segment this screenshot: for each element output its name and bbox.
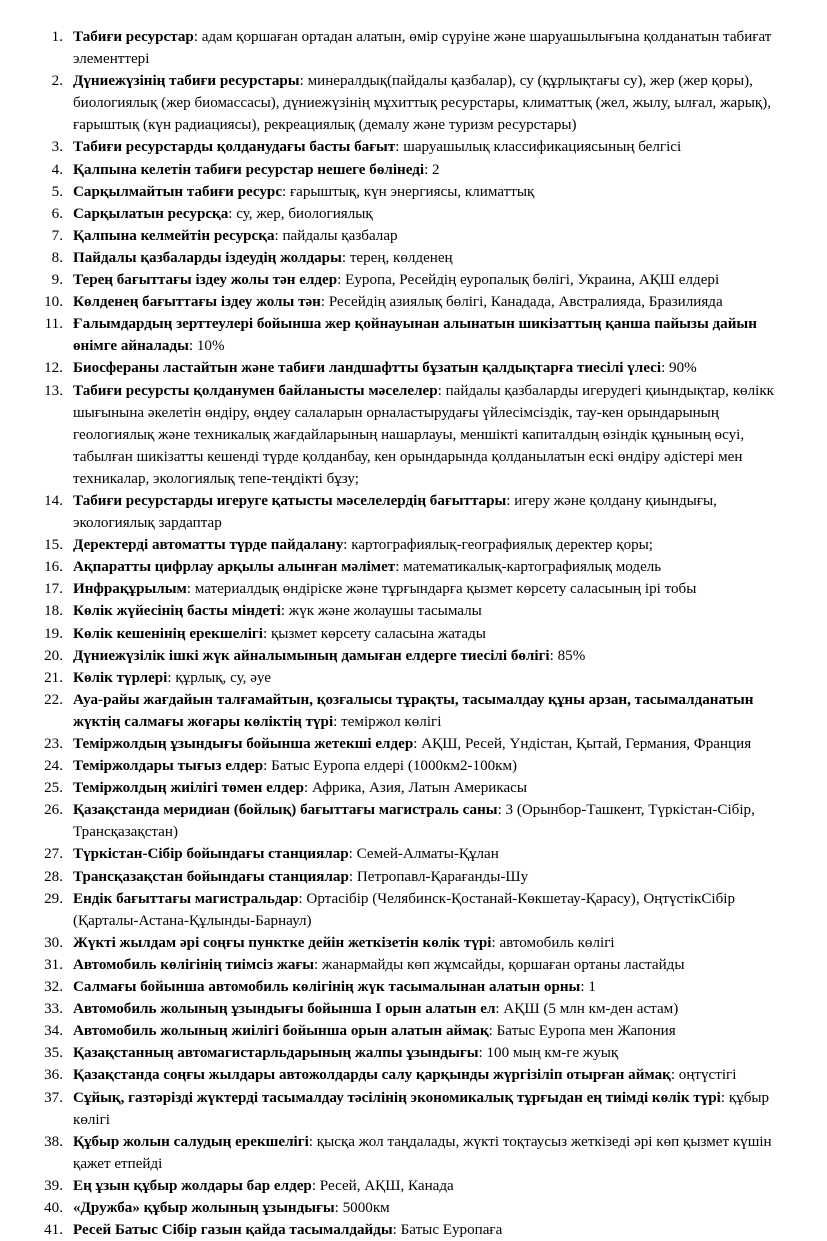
item-question: Пайдалы қазбаларды іздеудің жолдары xyxy=(73,249,342,266)
list-item xyxy=(37,1020,790,1042)
list-item xyxy=(37,799,790,843)
item-answer: материалдық өндіріске және тұрғындарға қызмет көрсету саласының ірі тобы xyxy=(194,581,697,598)
item-answer: ғарыштық, күн энергиясы, климаттық xyxy=(289,183,535,200)
item-question: Ауа-райы жағдайын талғамайтын, қозғалысы тұрақты, тасымалдау құны арзан, тасымалданатын жүктің салмағы жоғары көліктің түрі xyxy=(73,691,754,730)
item-answer: су, жер, биологиялық xyxy=(236,205,373,222)
item-separator: : xyxy=(348,846,357,863)
list-item xyxy=(37,556,790,578)
item-question: Ендік бағыттағы магистральдар xyxy=(73,890,299,907)
list-item xyxy=(37,159,790,181)
list-item xyxy=(37,954,790,976)
item-answer: пайдалы қазбалар xyxy=(282,227,398,244)
item-separator: : xyxy=(282,183,290,200)
item-separator: : xyxy=(580,979,589,996)
item-question: Табиғи ресурстарды игеруге қатысты мәселелердің бағыттары xyxy=(73,492,507,509)
item-separator: : xyxy=(228,205,237,222)
list-item xyxy=(37,1042,790,1064)
item-question: Деректерді автоматты түрде пайдалану xyxy=(73,537,344,554)
item-question: Ең ұзын құбыр жолдары бар елдер xyxy=(73,1177,312,1194)
list-item xyxy=(37,1219,790,1241)
item-separator: : xyxy=(488,1023,497,1040)
item-question: Қалпына келетін табиғи ресурстар нешеге бөлінеді xyxy=(73,161,425,178)
list-item xyxy=(37,534,790,556)
question-answer-list xyxy=(37,26,790,1241)
item-question: Дүниежүзінің табиғи ресурстары xyxy=(73,73,300,90)
item-answer: Семей-Алматы-Құлан xyxy=(356,846,499,863)
item-question: Құбыр жолын салудың ерекшелігі xyxy=(73,1133,309,1150)
item-separator: : xyxy=(186,581,195,598)
item-question: Теміржолдары тығыз елдер xyxy=(73,758,264,775)
item-answer: Еуропа, Ресейдің еуропалық бөлігі, Украина, АҚШ елдері xyxy=(345,272,720,289)
list-item xyxy=(37,70,790,136)
item-question: Теміржолдың жиілігі төмен елдер xyxy=(73,780,304,797)
item-separator: : xyxy=(495,1001,504,1018)
item-separator: : xyxy=(392,1222,401,1239)
item-answer: 10% xyxy=(196,338,225,355)
list-item xyxy=(37,313,790,357)
list-item xyxy=(37,181,790,203)
list-item xyxy=(37,866,790,888)
item-separator: : xyxy=(337,272,346,289)
list-item xyxy=(37,136,790,158)
list-item xyxy=(37,1175,790,1197)
item-separator: : xyxy=(193,29,202,45)
item-separator: : xyxy=(280,603,289,620)
list-item xyxy=(37,1064,790,1086)
item-separator: : xyxy=(314,956,322,973)
item-separator: : xyxy=(308,1133,317,1150)
item-question: Табиғи ресурсты қолданумен байланысты мәселелер xyxy=(73,382,438,399)
item-answer: 90% xyxy=(669,360,697,377)
item-answer: 85% xyxy=(557,647,586,664)
item-answer: картографиялық-географиялық деректер қоры; xyxy=(351,537,653,554)
item-separator: : xyxy=(437,382,446,399)
item-separator: : xyxy=(263,758,272,775)
list-item xyxy=(37,357,790,379)
item-answer: АҚШ (5 млн км-ден астам) xyxy=(503,1001,679,1018)
item-answer: 100 мың км-ге жуық xyxy=(486,1045,619,1062)
list-item xyxy=(37,1087,790,1131)
list-item xyxy=(37,932,790,954)
item-separator: : xyxy=(395,139,404,156)
item-answer: қызмет көрсету саласына жатады xyxy=(270,625,486,642)
item-separator: : xyxy=(341,249,350,266)
item-question: Трансқазақстан бойындағы станциялар xyxy=(73,868,349,885)
item-question: Теміржолдың ұзындығы бойынша жетекші елдер xyxy=(73,736,414,752)
item-question: Қалпына келмейтін ресурсқа xyxy=(73,227,275,244)
item-question: Сұйық, газтәрізді жүктерді тасымалдау тәсілінің экономикалық тұрғыдан ең тиімді көлік түрі xyxy=(73,1089,721,1106)
item-separator: : xyxy=(491,934,500,951)
list-item xyxy=(37,26,790,70)
item-answer: игеру және қолдану қиындығы, экологиялық зардаптар xyxy=(73,492,717,532)
item-question: «Дружба» құбыр жолының ұзындығы xyxy=(73,1199,335,1216)
item-answer: 1 xyxy=(588,979,596,996)
list-item xyxy=(37,623,790,645)
item-answer: Ресей, АҚШ, Канада xyxy=(319,1177,454,1194)
item-question: Инфрақұрылым xyxy=(73,581,187,598)
item-separator: : xyxy=(188,338,197,355)
item-separator: : xyxy=(303,780,312,797)
item-separator: : xyxy=(549,647,558,664)
item-separator: : xyxy=(506,492,515,509)
item-separator: : xyxy=(424,161,433,178)
item-question: Автомобиль жолының ұзындығы бойынша I орын алатын ел xyxy=(73,1001,496,1018)
list-item xyxy=(37,667,790,689)
list-item xyxy=(37,733,790,755)
item-answer: Ресейдің азиялық бөлігі, Канадада, Австралияда, Бразилияда xyxy=(328,294,723,311)
item-answer: қысқа жол таңдалады, жүкті тоқтаусыз жеткізеді әрі көп қызмет күшін қажет етпейді xyxy=(73,1133,772,1172)
item-question: Автомобиль көлігінің тиімсіз жағы xyxy=(73,956,315,973)
item-answer: адам қоршаған ортадан алатын, өмір сүруіне және шаруашылығына қолданатын табиғат элементтері xyxy=(73,29,772,68)
item-separator: : xyxy=(262,625,271,642)
item-separator: : xyxy=(333,713,342,730)
list-item xyxy=(37,490,790,534)
item-question: Биосфераны ластайтын және табиғи ландшафтты бұзатын қалдықтарға тиесілі үлесі xyxy=(73,360,662,377)
item-separator: : xyxy=(497,802,506,819)
item-answer: Петропавл-Қарағанды-Шу xyxy=(356,868,529,885)
item-separator: : xyxy=(348,868,357,885)
item-question: Көлік жүйесінің басты міндеті xyxy=(73,603,281,620)
list-item xyxy=(37,689,790,733)
item-question: Қазақстанның автомагистарльдарының жалпы ұзындығы xyxy=(73,1045,479,1062)
item-separator: : xyxy=(661,360,670,377)
item-question: Табиғи ресурстарды қолданудағы басты бағыт xyxy=(73,139,396,156)
list-item xyxy=(37,269,790,291)
item-question: Сарқылатын ресурсқа xyxy=(73,205,229,222)
item-answer: Африка, Азия, Латын Америкасы xyxy=(311,780,528,797)
list-item xyxy=(37,777,790,799)
list-item xyxy=(37,578,790,600)
item-question: Ақпаратты цифрлау арқылы алынған мәлімет xyxy=(73,559,396,576)
item-separator: : xyxy=(274,227,283,244)
list-item xyxy=(37,247,790,269)
item-question: Түркістан-Сібір бойындағы станциялар xyxy=(73,846,349,863)
item-question: Көлік кешенінің ерекшелігі xyxy=(73,625,263,642)
item-answer: автомобиль көлігі xyxy=(499,934,615,951)
item-answer: Ортасібір (Челябинск-Қостанай-Көкшетау-Қарасу), ОңтүстікСібір (Қарталы-Астана-Құлынды-Барнаул) xyxy=(73,890,736,929)
item-answer: Батыс Еуропа мен Жапония xyxy=(496,1023,676,1040)
list-item xyxy=(37,203,790,225)
item-separator: : xyxy=(670,1067,679,1084)
item-answer: АҚШ, Ресей, Үндістан, Қытай, Германия, Франция xyxy=(421,736,752,752)
item-answer: пайдалы қазбаларды игерудегі қиындықтар, көлікк шығынына әкелетін өндіру, өңдеу салаларын орналастырудағы үйлесімсіздік, тау-кен орындарының геологиялық және техникалық жағдайларының нашарлауы, меншікті капиталдың өзіндік құнының өсуі, табылған шикізатты кешенді түрде қолданбау, кен орындарында қолданылатын ескі өндіру әдістері мен техникалар, экологиялық тепе-теңдікті бұзу; xyxy=(73,382,774,487)
item-question: Салмағы бойынша автомобиль көлігінің жүк тасымалынан алатын орны xyxy=(73,979,581,996)
item-separator: : xyxy=(167,669,176,686)
list-item xyxy=(37,600,790,622)
item-answer: теміржол көлігі xyxy=(341,713,442,730)
list-item xyxy=(37,225,790,247)
item-separator: : xyxy=(395,559,404,576)
list-item xyxy=(37,998,790,1020)
item-answer: жанармайды көп жұмсайды, қоршаған ортаны ластайды xyxy=(321,956,685,973)
item-separator: : xyxy=(320,294,329,311)
item-answer: Батыс Еуропа елдері (1000км2-100км) xyxy=(271,758,518,775)
item-answer: жүк және жолаушы тасымалы xyxy=(288,603,482,620)
item-answer: шаруашылық классификациясының белгісі xyxy=(403,139,682,156)
item-separator: : xyxy=(298,890,307,907)
item-separator: : xyxy=(343,537,352,554)
item-question: Ресей Батыс Сібір газын қайда тасымалдайды xyxy=(73,1222,393,1239)
item-answer: оңтүстігі xyxy=(678,1067,737,1084)
item-question: Көлік түрлері xyxy=(73,669,168,686)
item-answer: терең, көлденең xyxy=(349,249,453,266)
item-separator: : xyxy=(311,1177,320,1194)
item-answer: 3 (Орынбор-Ташкент, Түркістан-Сібір, Трансқазақстан) xyxy=(73,802,755,841)
item-separator: : xyxy=(334,1199,343,1216)
item-question: Дүниежүзілік ішкі жүк айналымының дамыған елдерге тиесілі бөлігі xyxy=(73,647,550,664)
item-question: Жүкті жылдам әрі соңғы пунктке дейін жеткізетін көлік түрі xyxy=(73,934,492,951)
item-answer: минералдық(пайдалы қазбалар), су (құрлықтағы су), жер (жер қоры), биологиялық (жер биомассасы), дүниежүзінің мұхиттық ресурстары, климаттық (жел, жылу, ылғал, жарық), ғарыштық (күн радиациясы), рекреациялық (демалу және туризм ресурстары) xyxy=(73,73,772,134)
item-separator: : xyxy=(299,73,308,90)
item-separator: : xyxy=(413,736,422,752)
list-item xyxy=(37,1197,790,1219)
item-answer: құбыр көлігі xyxy=(73,1089,770,1128)
list-item xyxy=(37,843,790,865)
item-question: Қазақстанда соңғы жылдары автожолдарды салу қарқынды жүргізіліп отырған аймақ xyxy=(73,1067,671,1084)
item-separator: : xyxy=(720,1089,729,1106)
item-answer: 2 xyxy=(432,161,440,178)
list-item xyxy=(37,755,790,777)
list-item xyxy=(37,645,790,667)
item-answer: математикалық-картографиялық модель xyxy=(403,559,662,576)
item-separator: : xyxy=(478,1045,487,1062)
item-question: Ғалымдардың зерттеулері бойынша жер қойнауынан алынатын шикізаттың қанша пайызы дайын өнімге айналады xyxy=(73,316,757,355)
list-item xyxy=(37,976,790,998)
list-item xyxy=(37,888,790,932)
list-item xyxy=(37,380,790,490)
item-question: Табиғи ресурстар xyxy=(73,29,194,45)
item-question: Сарқылмайтын табиғи ресурс xyxy=(73,183,283,200)
item-answer: Батыс Еуропаға xyxy=(400,1222,503,1239)
list-item xyxy=(37,291,790,313)
item-question: Автомобиль жолының жиілігі бойынша орын алатын аймақ xyxy=(73,1023,489,1040)
item-question: Қазақстанда меридиан (бойлық) бағыттағы магистраль саны xyxy=(73,802,498,819)
item-question: Терең бағыттағы іздеу жолы тән елдер xyxy=(73,272,338,289)
item-question: Көлденең бағыттағы іздеу жолы тән xyxy=(73,294,321,311)
item-answer: 5000км xyxy=(342,1199,390,1216)
list-item xyxy=(37,1131,790,1175)
item-answer: құрлық, су, әуе xyxy=(175,669,271,686)
